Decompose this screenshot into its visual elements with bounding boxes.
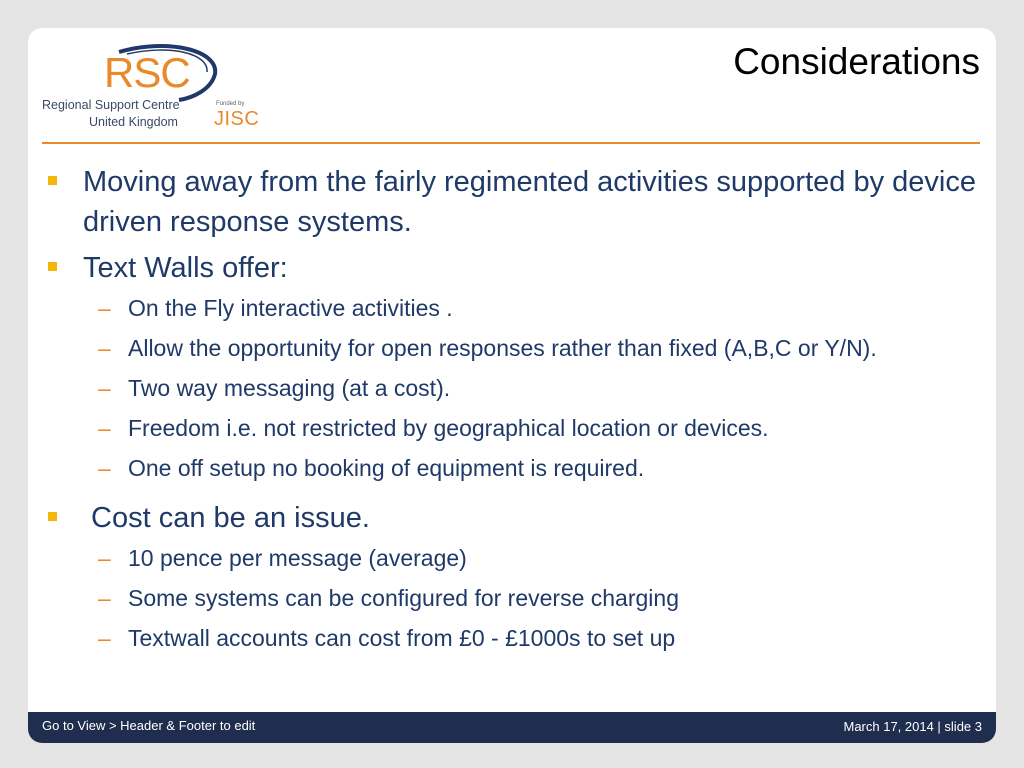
square-bullet-icon	[48, 176, 57, 185]
sub-bullet-item	[42, 330, 982, 366]
bullet-text: Moving away from the fairly regimented activities supported by device driven response systems.	[83, 166, 976, 238]
square-bullet-icon	[48, 512, 57, 521]
sub-bullet-text: On the Fly interactive activities .	[128, 295, 453, 321]
slide-content	[42, 162, 982, 656]
rsc-logo	[42, 42, 260, 146]
logo-rsc-text: RSC	[104, 49, 190, 96]
dash-bullet-icon: –	[98, 455, 111, 481]
sub-bullet-item	[42, 540, 982, 576]
sub-bullet-item	[42, 450, 982, 486]
sub-bullet-item	[42, 620, 982, 656]
dash-bullet-icon: –	[98, 415, 111, 441]
sub-bullet-item	[42, 580, 982, 616]
bullet-text: Cost can be an issue.	[83, 502, 370, 534]
header-divider	[42, 142, 980, 144]
dash-bullet-icon: –	[98, 335, 111, 361]
dash-bullet-icon: –	[98, 545, 111, 571]
bullet-item	[42, 162, 982, 242]
sub-bullet-item	[42, 410, 982, 446]
dash-bullet-icon: –	[98, 295, 111, 321]
logo-uk-text: United Kingdom	[89, 115, 178, 129]
bullet-item	[42, 498, 982, 538]
sub-bullet-text: One off setup no booking of equipment is required.	[128, 455, 645, 481]
logo-funded-text: Funded by	[216, 101, 245, 107]
bullet-item	[42, 248, 982, 288]
sub-bullet-item	[42, 370, 982, 406]
sub-bullet-text: 10 pence per message (average)	[128, 545, 467, 571]
footer-date-slide: March 17, 2014 | slide 3	[843, 719, 982, 734]
sub-bullet-text: Two way messaging (at a cost).	[128, 375, 451, 401]
bullet-text: Text Walls offer:	[83, 252, 288, 284]
logo-jisc-text: JISC	[214, 108, 260, 130]
sub-bullet-text: Freedom i.e. not restricted by geographical location or devices.	[128, 415, 769, 441]
dash-bullet-icon: –	[98, 625, 111, 651]
slide-footer	[28, 712, 996, 743]
logo-regional-text: Regional Support Centre	[42, 98, 180, 112]
dash-bullet-icon: –	[98, 375, 111, 401]
square-bullet-icon	[48, 262, 57, 271]
slide-title: Considerations	[733, 41, 980, 82]
sub-bullet-text: Textwall accounts can cost from £0 - £1000s to set up	[128, 625, 676, 651]
footer-edit-hint: Go to View > Header & Footer to edit	[42, 718, 256, 733]
sub-bullet-text: Allow the opportunity for open responses rather than fixed (A,B,C or Y/N).	[128, 335, 877, 361]
sub-bullet-text: Some systems can be configured for reverse charging	[128, 585, 679, 611]
dash-bullet-icon: –	[98, 585, 111, 611]
sub-bullet-item	[42, 290, 982, 326]
slide	[28, 28, 996, 743]
